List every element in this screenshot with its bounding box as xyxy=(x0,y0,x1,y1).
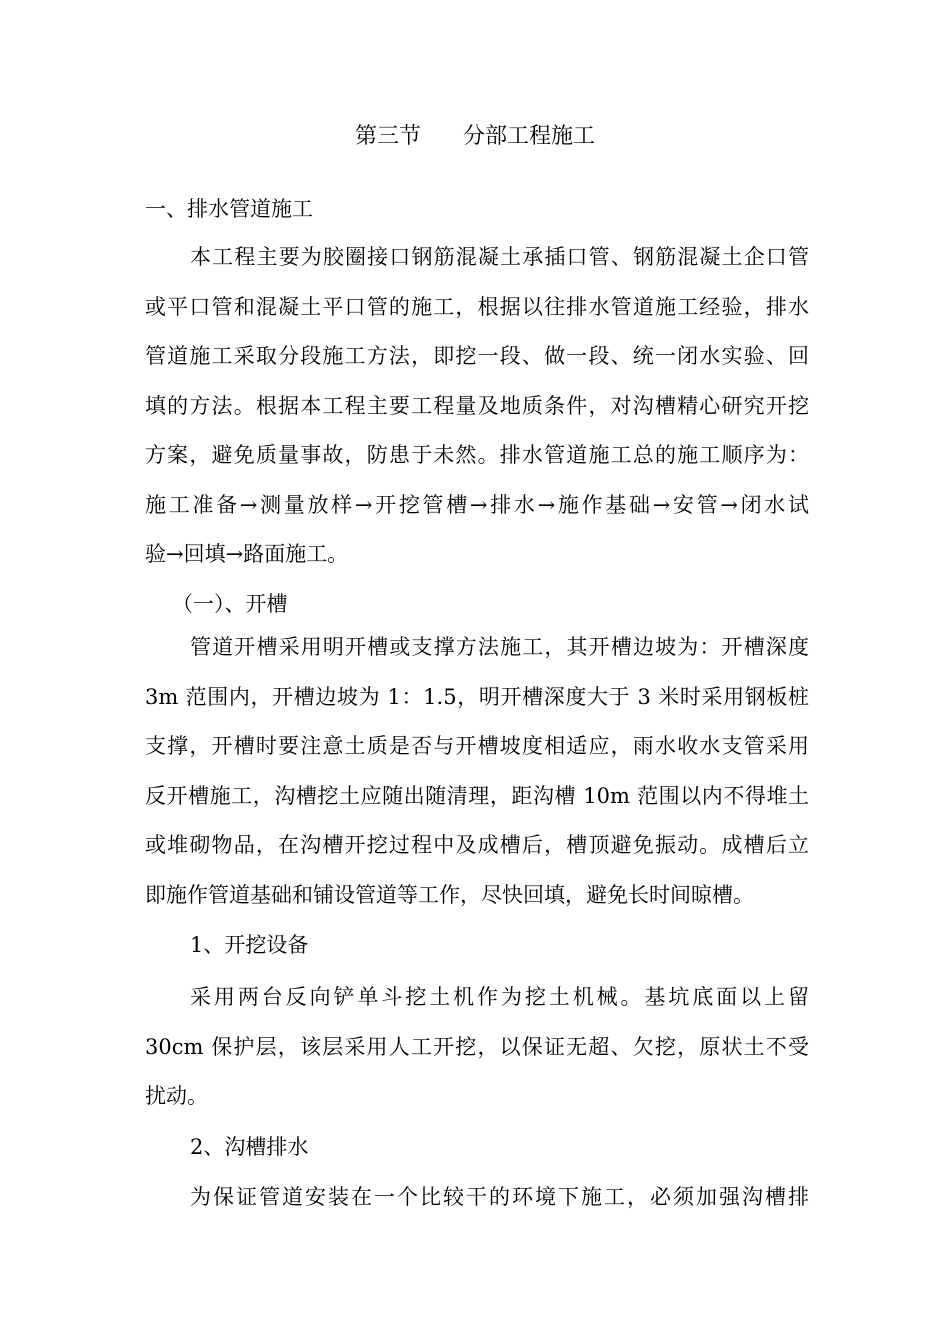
item-heading: 1、开挖设备 xyxy=(190,933,309,957)
section-title: 第三节 分部工程施工 xyxy=(355,124,595,149)
item-heading: 2、沟槽排水 xyxy=(190,1135,309,1159)
paragraph-line: 扰动。 xyxy=(145,1084,208,1108)
paragraph-line: 管道施工采取分段施工方法，即挖一段、做一段、统一闭水实验、回 xyxy=(145,344,809,368)
paragraph-line: 管道开槽采用明开槽或支撑方法施工，其开槽边坡为：开槽深度 xyxy=(190,635,809,659)
subsection-heading: （一）、开槽 xyxy=(172,592,288,616)
paragraph-line: 或平口管和混凝土平口管的施工，根据以往排水管道施工经验，排水 xyxy=(145,295,809,319)
paragraph-line: 30cm 保护层，该层采用人工开挖，以保证无超、欠挖，原状土不受 xyxy=(145,1035,809,1059)
paragraph-line: 反开槽施工，沟槽挖土应随出随清理，距沟槽 10m 范围以内不得堆土 xyxy=(145,784,809,808)
paragraph-line: 支撑，开槽时要注意土质是否与开槽坡度相适应，雨水收水支管采用 xyxy=(145,734,809,758)
paragraph-line: 为保证管道安装在一个比较干的环境下施工，必须加强沟槽排 xyxy=(190,1185,809,1209)
section-heading: 一、排水管道施工 xyxy=(145,197,313,221)
paragraph-line: 填的方法。根据本工程主要工程量及地质条件，对沟槽精心研究开挖 xyxy=(145,394,809,418)
paragraph-line: 或堆砌物品，在沟槽开挖过程中及成槽后，槽顶避免振动。成槽后立 xyxy=(145,833,809,857)
paragraph-line: 3m 范围内，开槽边坡为 1：1.5，明开槽深度大于 3 米时采用钢板桩 xyxy=(145,685,809,709)
paragraph-line: 验→回填→路面施工。 xyxy=(145,542,349,566)
paragraph-line: 即施作管道基础和铺设管道等工作，尽快回填，避免长时间晾槽。 xyxy=(145,883,754,907)
paragraph-line: 采用两台反向铲单斗挖土机作为挖土机械。基坑底面以上留 xyxy=(190,985,809,1009)
paragraph-line: 本工程主要为胶圈接口钢筋混凝土承插口管、钢筋混凝土企口管 xyxy=(190,245,809,269)
paragraph-line: 施工准备→测量放样→开挖管槽→排水→施作基础→安管→闭水试 xyxy=(145,493,809,517)
paragraph-line: 方案，避免质量事故，防患于未然。排水管道施工总的施工顺序为： xyxy=(145,443,809,467)
